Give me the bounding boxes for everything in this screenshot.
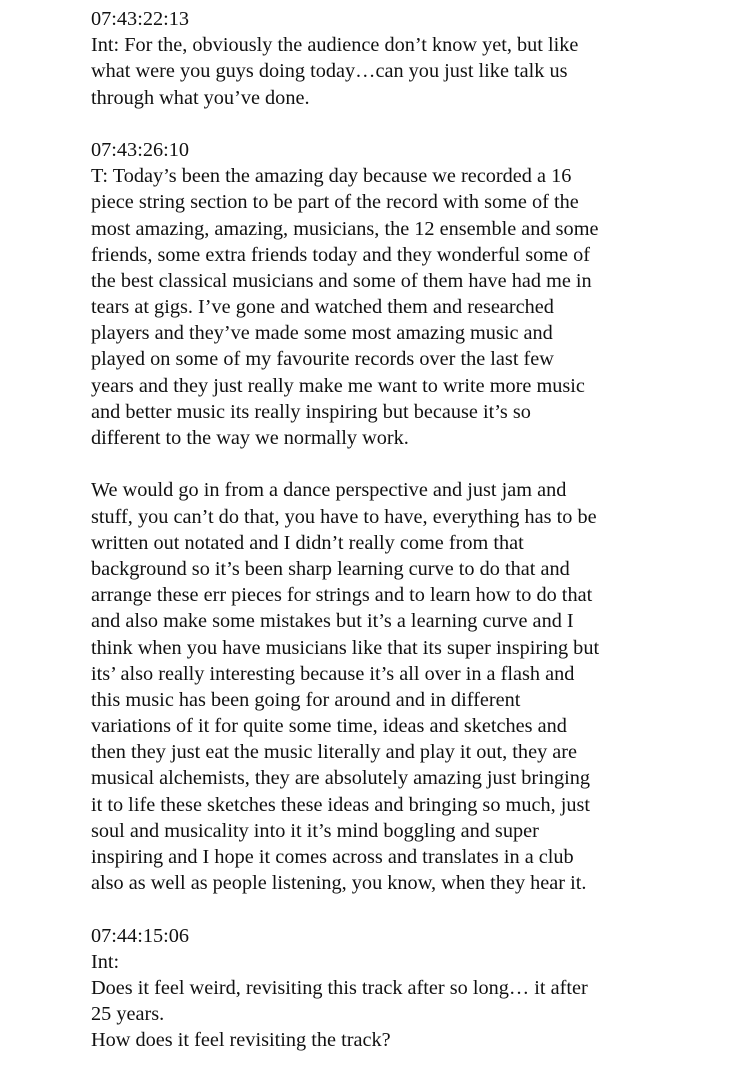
transcript-line: stuff, you can’t do that, you have to have, everything has to be — [91, 505, 597, 528]
transcript-line: piece string section to be part of the record with some of the — [91, 191, 579, 214]
transcript-line: and also make some mistakes but it’s a learning curve and I — [91, 610, 574, 633]
transcript-line: players and they’ve made some most amazing music and — [91, 322, 553, 345]
transcript-line: variations of it for quite some time, ideas and sketches and — [91, 715, 567, 738]
transcript-line: written out notated and I didn’t really come from that — [91, 531, 524, 554]
transcript-line: and better music its really inspiring but because it’s so — [91, 400, 531, 423]
transcript-line: the best classical musicians and some of them have had me in — [91, 269, 592, 292]
transcript-line: this music has been going for around and in different — [91, 688, 521, 711]
transcript-line: played on some of my favourite records over the last few — [91, 348, 554, 371]
transcript-entry — [91, 923, 731, 1054]
transcript-line: think when you have musicians like that its super inspiring but — [91, 636, 600, 659]
transcript-line: years and they just really make me want to write more music — [91, 374, 585, 397]
transcript-line: different to the way we normally work. — [91, 427, 409, 449]
transcript-line: We would go in from a dance perspective and just jam and — [91, 479, 567, 502]
timecode: 07:43:22:13 — [91, 8, 190, 30]
transcript-line: Int: — [91, 950, 120, 973]
transcript-line: it to life these sketches these ideas and bringing so much, just — [91, 793, 591, 816]
transcript-entry — [91, 477, 731, 896]
transcript-line: background so it’s been sharp learning curve to do that and — [91, 557, 570, 580]
transcript-line: what were you guys doing today…can you just like talk us — [91, 60, 568, 83]
timecode: 07:43:26:10 — [91, 138, 190, 161]
timecode: 07:44:15:06 — [91, 924, 190, 947]
transcript-line: Does it feel weird, revisiting this track after so long… it after — [91, 976, 588, 999]
transcript-line: also as well as people listening, you know, when they hear it. — [91, 872, 587, 895]
transcript-entry — [91, 6, 731, 111]
transcript-entry — [91, 137, 731, 451]
transcript-line: friends, some extra friends today and they wonderful some of — [91, 243, 590, 266]
transcript-line: 25 years. — [91, 1003, 165, 1026]
transcript-line: through what you’ve done. — [91, 86, 310, 109]
transcript-line: T: Today’s been the amazing day because we recorded a 16 — [91, 165, 572, 188]
transcript-line: its’ also really interesting because it’s all over in a flash and — [91, 662, 575, 685]
transcript-line: then they just eat the music literally and play it out, they are — [91, 741, 578, 764]
transcript-line: tears at gigs. I’ve gone and watched them and researched — [91, 296, 554, 319]
transcript-line: most amazing, amazing, musicians, the 12 ensemble and some — [91, 217, 599, 240]
transcript-line: arrange these err pieces for strings and to learn how to do that — [91, 584, 593, 607]
transcript-line: Int: For the, obviously the audience don’t know yet, but like — [91, 34, 579, 57]
transcript-line: inspiring and I hope it comes across and translates in a club — [91, 846, 574, 868]
transcript-line: musical alchemists, they are absolutely amazing just bringing — [91, 767, 591, 790]
transcript-line: How does it feel revisiting the track? — [91, 1029, 391, 1052]
transcript-line: soul and musicality into it it’s mind boggling and super — [91, 819, 539, 842]
transcript-page — [91, 6, 731, 1080]
